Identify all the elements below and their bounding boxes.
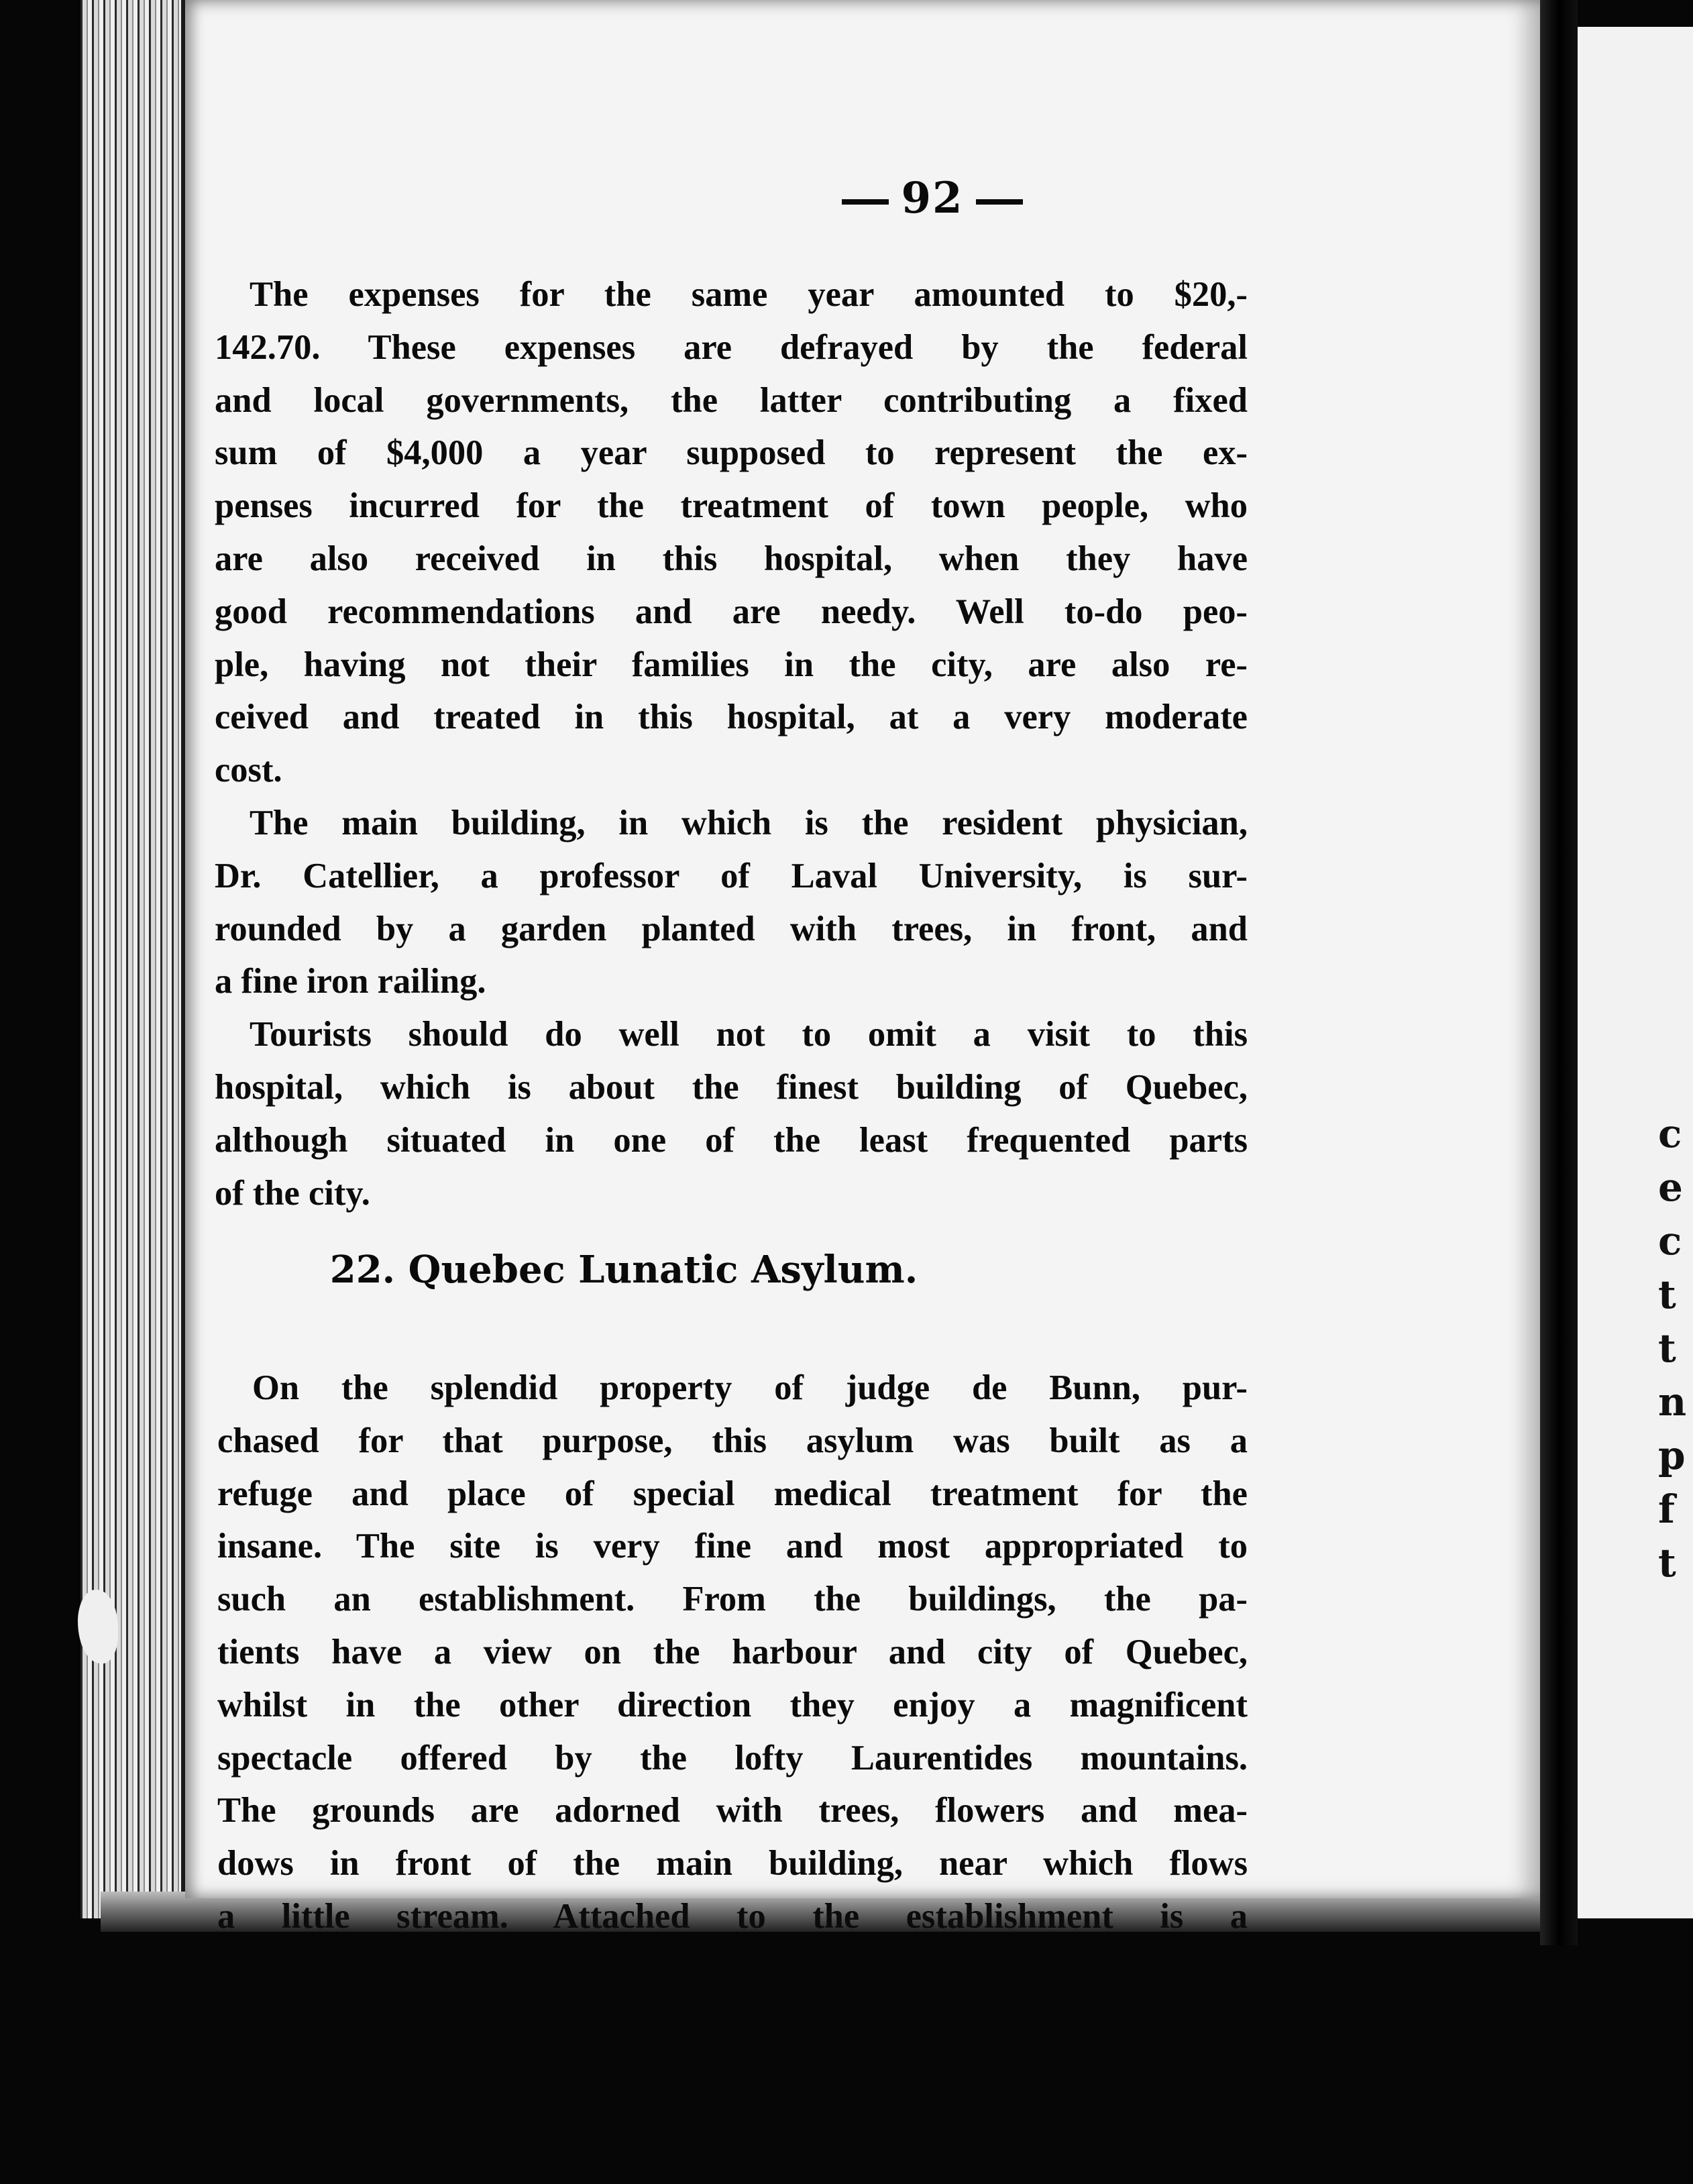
text-line: The expenses for the same year amounted to $20,- bbox=[250, 275, 1248, 314]
body-text bbox=[215, 268, 1248, 1219]
paragraph-expenses bbox=[215, 268, 1248, 797]
paragraph-asylum bbox=[217, 1362, 1248, 1943]
text-line: good recommendations and are needy. Well to-do peo- bbox=[215, 592, 1248, 631]
text-line: ceived and treated in this hospital, at a very moderate bbox=[215, 698, 1248, 737]
text-line: The grounds are adorned with trees, flowers and mea- bbox=[217, 1791, 1248, 1831]
text-line: tients have a view on the harbour and city of Quebec, bbox=[217, 1632, 1248, 1672]
text-line: 142.70. These expenses are defrayed by the federal bbox=[215, 327, 1248, 367]
text-line: spectacle offered by the lofty Laurentides mountains. bbox=[217, 1738, 1248, 1778]
facing-letter: t bbox=[1658, 1272, 1676, 1317]
text-line: a fine iron railing. bbox=[215, 962, 486, 1001]
text-line: of the city. bbox=[215, 1173, 370, 1213]
dash-left bbox=[842, 199, 889, 205]
facing-letter: c bbox=[1658, 1218, 1682, 1264]
text-line: are also received in this hospital, when they have bbox=[215, 539, 1248, 578]
text-line: Dr. Catellier, a professor of Laval University, is sur- bbox=[215, 856, 1248, 895]
text-line: dows in front of the main building, near which flows bbox=[217, 1844, 1248, 1883]
facing-letter: t bbox=[1658, 1540, 1676, 1586]
facing-letter: n bbox=[1658, 1379, 1687, 1425]
text-line: such an establishment. From the buildings, the pa- bbox=[217, 1580, 1248, 1619]
page-number-value: 92 bbox=[901, 173, 964, 223]
text-line: The main building, in which is the resident physician, bbox=[250, 803, 1248, 842]
text-line: although situated in one of the least frequented parts bbox=[215, 1120, 1248, 1160]
facing-letter: c bbox=[1658, 1111, 1682, 1156]
section-heading: 22. Quebec Lunatic Asylum. bbox=[329, 1248, 918, 1292]
text-line: refuge and place of special medical treatment for the bbox=[217, 1474, 1248, 1513]
text-line: whilst in the other direction they enjoy a magnificent bbox=[217, 1685, 1248, 1725]
text-line: and local governments, the latter contributing a fixed bbox=[215, 380, 1248, 420]
text-line: Tourists should do well not to omit a visit to this bbox=[250, 1015, 1248, 1054]
facing-letter: e bbox=[1658, 1164, 1683, 1210]
section-body-text bbox=[217, 1362, 1248, 1943]
page-number bbox=[436, 173, 1429, 223]
book-gutter bbox=[1540, 0, 1578, 1945]
paragraph-main-building bbox=[215, 797, 1248, 1008]
facing-letter: t bbox=[1658, 1325, 1676, 1371]
text-line: hospital, which is about the finest building of Quebec, bbox=[215, 1067, 1248, 1107]
paragraph-tourists bbox=[215, 1008, 1248, 1219]
text-line: sum of $4,000 a year supposed to represent the ex- bbox=[215, 433, 1248, 473]
facing-letter: p bbox=[1658, 1433, 1686, 1478]
dash-right bbox=[976, 199, 1023, 205]
text-line: rounded by a garden planted with trees, in front, and bbox=[215, 909, 1248, 948]
facing-page-text bbox=[1658, 1107, 1693, 1845]
text-line: On the splendid property of judge de Bunn, pur- bbox=[252, 1368, 1248, 1407]
text-line: penses incurred for the treatment of town people, who bbox=[215, 486, 1248, 526]
facing-letter: f bbox=[1658, 1486, 1675, 1532]
text-line: insane. The site is very fine and most appropriated to bbox=[217, 1527, 1248, 1566]
text-line: chased for that purpose, this asylum was built as a bbox=[217, 1421, 1248, 1460]
text-line: cost. bbox=[215, 751, 282, 790]
text-line: a little stream. Attached to the establishment is a bbox=[217, 1896, 1248, 1936]
text-line: ple, having not their families in the city, are also re- bbox=[215, 645, 1248, 684]
